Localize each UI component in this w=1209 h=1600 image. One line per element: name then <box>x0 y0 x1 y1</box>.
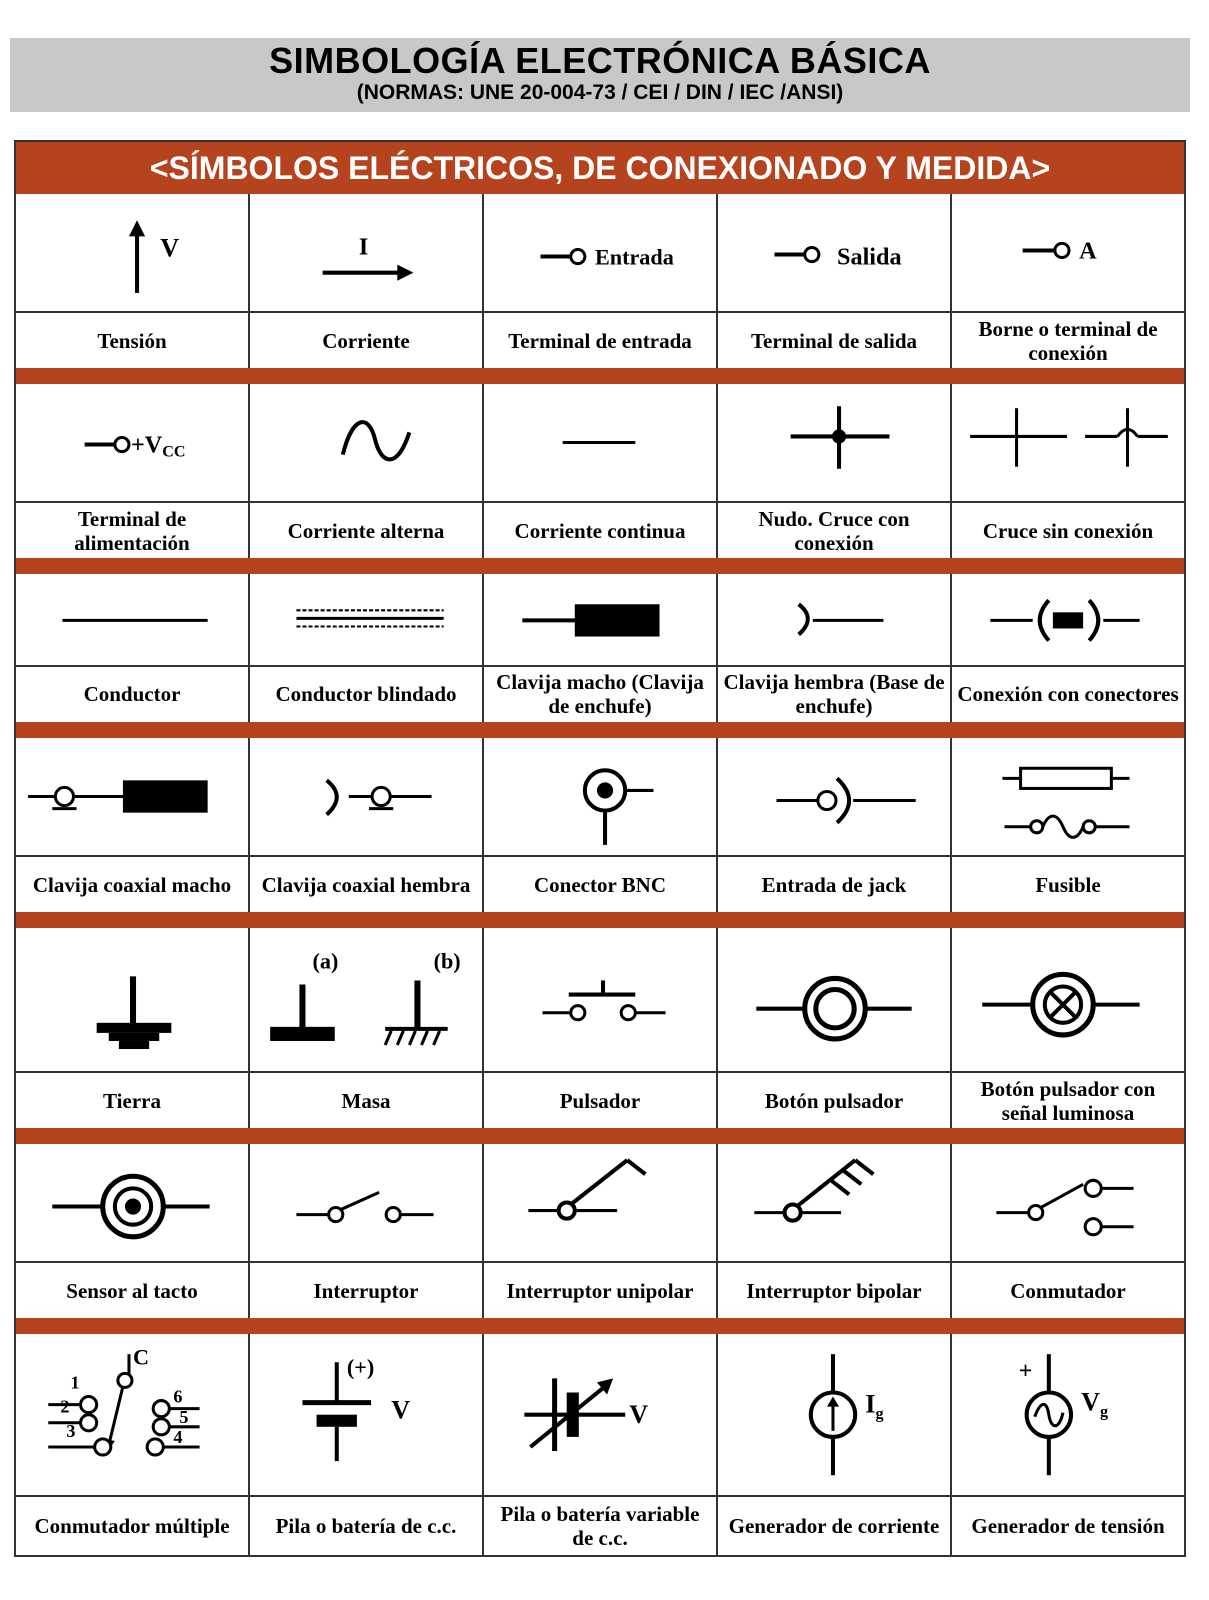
label-coaxial-macho: Clavija coaxial macho <box>32 872 232 897</box>
corriente-symbol <box>250 194 482 313</box>
label-clavija-hembra: Clavija hembra (Base de enchufe) <box>723 670 945 719</box>
cell-bnc <box>484 738 718 912</box>
vcc-text: +VCC <box>130 431 186 461</box>
cell-corriente-alterna <box>250 384 484 558</box>
cell-corriente <box>250 194 484 368</box>
terminal-alimentacion-symbol <box>16 384 248 503</box>
cell-conductor-blindado <box>250 574 484 722</box>
interruptor-unipolar-symbol <box>484 1144 716 1263</box>
conmutador-symbol <box>952 1144 1184 1263</box>
cell-sensor-tacto <box>16 1144 250 1318</box>
label-corriente: Corriente <box>322 328 410 353</box>
label-generador-corriente: Generador de corriente <box>728 1514 940 1539</box>
boton-luminoso-symbol <box>952 928 1184 1073</box>
cell-fusible <box>952 738 1184 912</box>
row-separator <box>16 1128 1184 1144</box>
cell-conexion-conectores <box>952 574 1184 722</box>
mult-label-c: C <box>133 1344 150 1370</box>
conductor-blindado-symbol <box>250 574 482 667</box>
row-separator <box>16 722 1184 738</box>
page-title: SIMBOLOGÍA ELECTRÓNICA BÁSICA <box>269 40 931 81</box>
label-interruptor-bipolar: Interruptor bipolar <box>746 1278 922 1303</box>
borne-letter: A <box>1079 237 1097 265</box>
bnc-symbol <box>484 738 716 857</box>
label-terminal-salida: Terminal de salida <box>750 328 918 353</box>
entrada-text: Entrada <box>594 244 674 270</box>
pulsador-symbol <box>484 928 716 1073</box>
pila-plus-label: (+) <box>346 1354 375 1380</box>
label-tierra: Tierra <box>103 1088 161 1113</box>
label-interruptor: Interruptor <box>313 1278 419 1303</box>
label-conmutador-multiple: Conmutador múltiple <box>34 1514 230 1539</box>
terminal-entrada-symbol <box>484 194 716 313</box>
boton-pulsador-symbol <box>718 928 950 1073</box>
symbol-table <box>14 140 1186 1557</box>
cell-nudo <box>718 384 952 558</box>
jack-symbol <box>718 738 950 857</box>
cell-terminal-entrada <box>484 194 718 368</box>
salida-text: Salida <box>837 243 902 271</box>
label-masa: Masa <box>341 1088 391 1113</box>
interruptor-symbol <box>250 1144 482 1263</box>
table-row <box>16 1144 1184 1318</box>
cell-jack <box>718 738 952 912</box>
label-boton-pulsador: Botón pulsador <box>764 1088 904 1113</box>
sensor-tacto-symbol <box>16 1144 248 1263</box>
generador-corriente-label: $I_g$ <box>865 1389 884 1423</box>
label-interruptor-unipolar: Interruptor unipolar <box>506 1278 694 1303</box>
label-pila: Pila o batería de c.c. <box>275 1514 457 1539</box>
cell-coaxial-macho <box>16 738 250 912</box>
label-generador-tension: Generador de tensión <box>971 1514 1165 1539</box>
coaxial-hembra-symbol <box>250 738 482 857</box>
cell-conductor <box>16 574 250 722</box>
label-pila-variable: Pila o batería variable de c.c. <box>500 1502 700 1551</box>
current-letter: I <box>358 233 369 261</box>
clavija-macho-symbol <box>484 574 716 667</box>
masa-label-a: (a) <box>312 948 339 974</box>
label-coaxial-hembra: Clavija coaxial hembra <box>261 872 471 897</box>
cell-tierra <box>16 928 250 1128</box>
conexion-conectores-symbol <box>952 574 1184 667</box>
row-separator <box>16 368 1184 384</box>
label-terminal-alimentacion: Terminal de alimentación <box>74 506 190 555</box>
row-separator <box>16 1318 1184 1334</box>
mult-label-5: 5 <box>179 1406 189 1427</box>
voltage-letter: V <box>160 233 180 263</box>
table-row <box>16 194 1184 368</box>
generador-tension-plus: + <box>1018 1357 1033 1385</box>
cell-masa <box>250 928 484 1128</box>
mult-label-3: 3 <box>66 1420 76 1441</box>
cell-interruptor-unipolar <box>484 1144 718 1318</box>
pila-variable-voltage-label: V <box>629 1399 649 1429</box>
table-row <box>16 738 1184 912</box>
label-sensor-tacto: Sensor al tacto <box>66 1278 198 1303</box>
row-separator <box>16 558 1184 574</box>
label-nudo: Nudo. Cruce con conexión <box>758 506 910 555</box>
mult-label-4: 4 <box>173 1426 183 1447</box>
masa-label-b: (b) <box>433 948 461 974</box>
masa-symbol <box>250 928 482 1073</box>
cell-borne <box>952 194 1184 368</box>
cell-cruce-sin-conexion <box>952 384 1184 558</box>
cell-pulsador <box>484 928 718 1128</box>
page-subtitle: (NORMAS: UNE 20-004-73 / CEI / DIN / IEC /ANSI) <box>356 81 844 104</box>
coaxial-macho-symbol <box>16 738 248 857</box>
cell-pila-variable <box>484 1334 718 1555</box>
mult-label-2: 2 <box>60 1396 70 1417</box>
label-boton-luminoso: Botón pulsador con señal luminosa <box>980 1076 1156 1125</box>
cell-boton-luminoso <box>952 928 1184 1128</box>
conmutador-multiple-symbol <box>16 1334 248 1497</box>
cell-coaxial-hembra <box>250 738 484 912</box>
nudo-symbol <box>718 384 950 503</box>
cell-conmutador-multiple <box>16 1334 250 1555</box>
label-corriente-continua: Corriente continua <box>514 518 686 543</box>
cell-terminal-alimentacion <box>16 384 250 558</box>
label-cruce-sin-conexion: Cruce sin conexión <box>982 518 1154 543</box>
table-row <box>16 928 1184 1128</box>
generador-tension-symbol <box>952 1334 1184 1497</box>
pila-voltage-label: V <box>391 1395 411 1425</box>
label-conexion-conectores: Conexión con conectores <box>957 682 1179 707</box>
dc-symbol <box>484 384 716 503</box>
cell-pila <box>250 1334 484 1555</box>
cell-interruptor <box>250 1144 484 1318</box>
clavija-hembra-symbol <box>718 574 950 667</box>
cell-corriente-continua <box>484 384 718 558</box>
generador-tension-label: $V_g$ <box>1081 1387 1109 1421</box>
label-conductor: Conductor <box>83 682 181 707</box>
mult-label-6: 6 <box>173 1386 183 1407</box>
tierra-symbol <box>16 928 248 1073</box>
tension-symbol <box>16 194 248 313</box>
cell-tension <box>16 194 250 368</box>
label-borne: Borne o terminal de conexión <box>978 316 1158 365</box>
label-corriente-alterna: Corriente alterna <box>287 518 445 543</box>
label-tension: Tensión <box>97 328 167 353</box>
cell-conmutador <box>952 1144 1184 1318</box>
row-separator <box>16 912 1184 928</box>
cell-boton-pulsador <box>718 928 952 1128</box>
label-fusible: Fusible <box>1035 872 1101 897</box>
pila-symbol <box>250 1334 482 1497</box>
label-clavija-macho: Clavija macho (Clavija de enchufe) <box>496 670 704 719</box>
pila-variable-symbol <box>484 1334 716 1497</box>
cell-clavija-macho <box>484 574 718 722</box>
cell-generador-corriente <box>718 1334 952 1555</box>
label-pulsador: Pulsador <box>559 1088 641 1113</box>
page-header <box>10 38 1190 112</box>
table-row <box>16 384 1184 558</box>
cell-generador-tension <box>952 1334 1184 1555</box>
ac-symbol <box>250 384 482 503</box>
label-terminal-entrada: Terminal de entrada <box>508 328 692 353</box>
label-conductor-blindado: Conductor blindado <box>275 682 457 707</box>
cell-clavija-hembra <box>718 574 952 722</box>
label-conmutador: Conmutador <box>1010 1278 1126 1303</box>
label-bnc: Conector BNC <box>533 872 666 897</box>
section-banner: <SÍMBOLOS ELÉCTRICOS, DE CONEXIONADO Y MEDIDA> <box>16 142 1184 194</box>
terminal-salida-symbol <box>718 194 950 313</box>
mult-label-1: 1 <box>70 1372 80 1393</box>
conductor-symbol <box>16 574 248 667</box>
cruce-sin-conexion-symbol <box>952 384 1184 503</box>
table-row <box>16 574 1184 722</box>
cell-interruptor-bipolar <box>718 1144 952 1318</box>
generador-corriente-symbol <box>718 1334 950 1497</box>
borne-symbol <box>952 194 1184 313</box>
label-jack: Entrada de jack <box>761 872 907 897</box>
cell-terminal-salida <box>718 194 952 368</box>
interruptor-bipolar-symbol <box>718 1144 950 1263</box>
fusible-symbol <box>952 738 1184 857</box>
table-row <box>16 1334 1184 1555</box>
